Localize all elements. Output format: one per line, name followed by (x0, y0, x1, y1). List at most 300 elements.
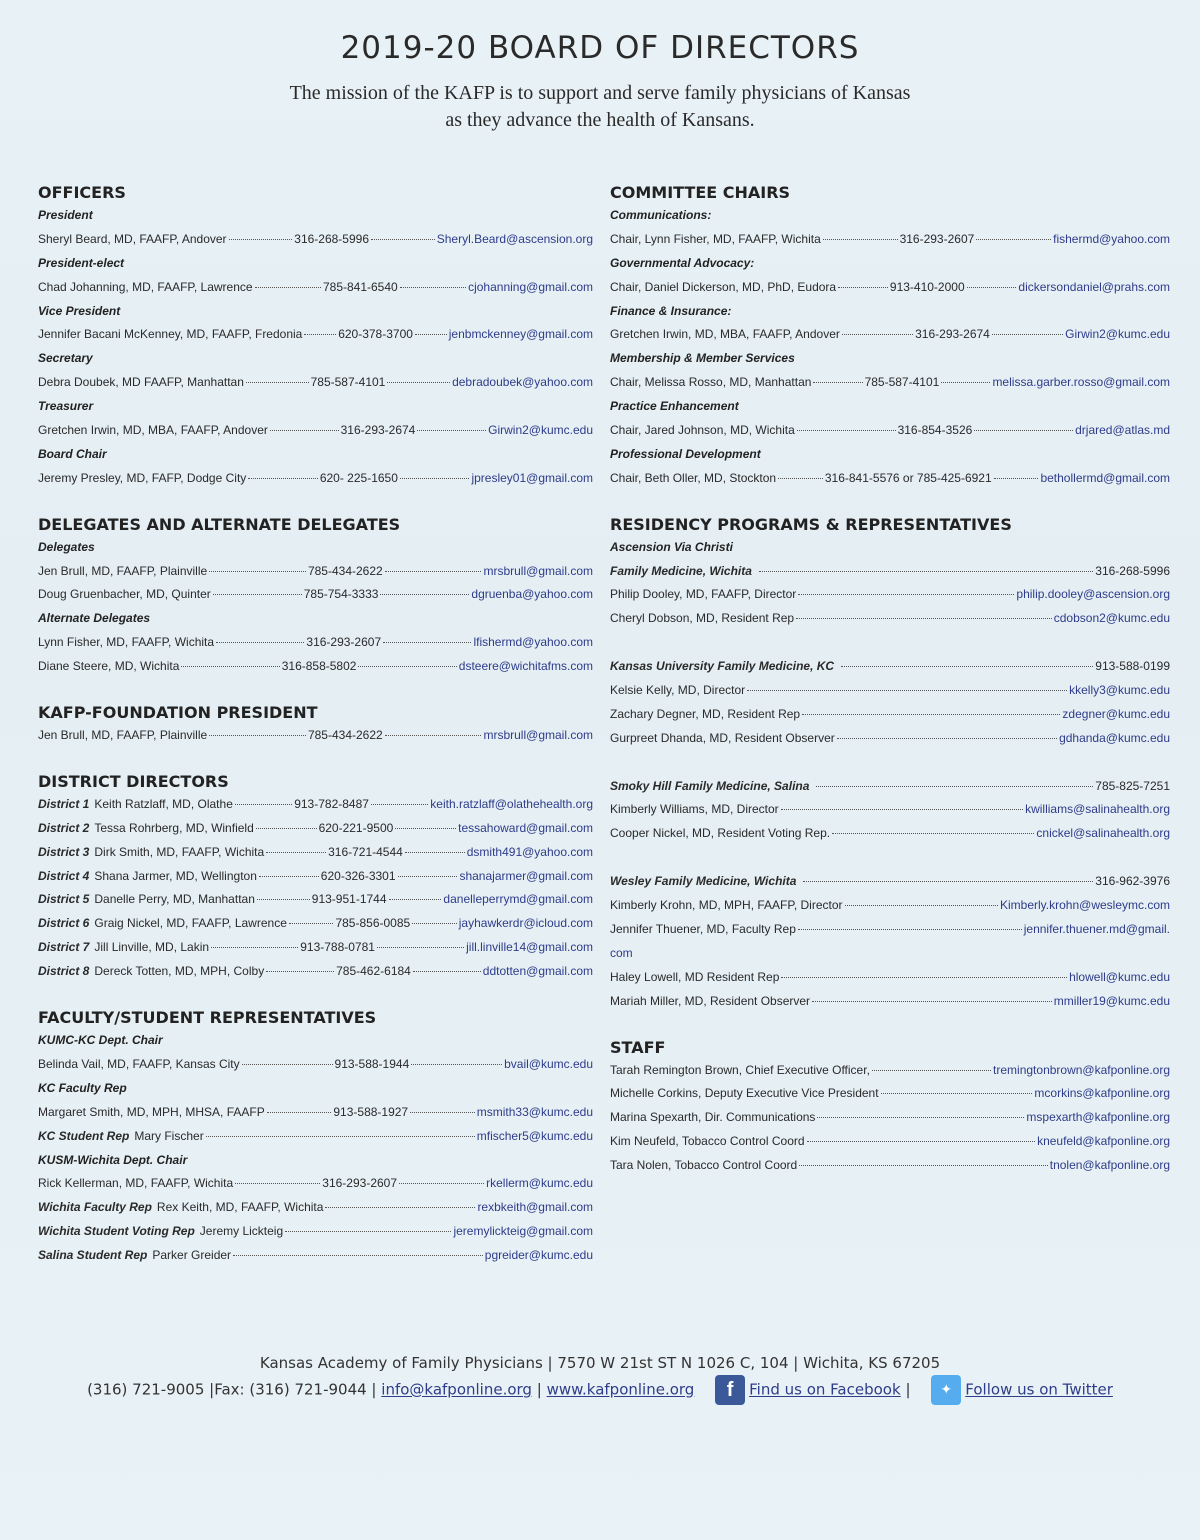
entry-name (610, 371, 811, 395)
email-link[interactable]: com (610, 945, 633, 960)
email-link[interactable]: shanajarmer@gmail.com (459, 868, 594, 883)
entry-name (610, 727, 835, 751)
email-link[interactable]: Girwin2@kumc.edu (488, 423, 593, 438)
dot-leader (267, 1112, 332, 1113)
entry-row (38, 817, 593, 841)
entry-name (610, 1154, 797, 1178)
email-link[interactable]: Girwin2@kumc.edu (1065, 327, 1170, 342)
entry-name (610, 1082, 879, 1106)
dot-leader (798, 594, 1014, 595)
dot-leader (798, 929, 1022, 930)
dot-leader (266, 852, 326, 853)
phone-number: 316-854-3526 (897, 423, 973, 438)
entry-label: KC Student Rep (38, 1128, 130, 1143)
dot-leader (974, 430, 1073, 431)
mission-line: as they advance the health of Kansans. (445, 109, 755, 131)
entry-row (610, 655, 1170, 679)
person-name: Danelle Perry, MD, Manhattan (94, 892, 255, 907)
person-name: Jennifer Bacani McKenney, MD, FAAFP, Fredonia (38, 327, 303, 342)
dot-leader (823, 239, 898, 240)
phone-number: 316-293-2607 (322, 1176, 398, 1191)
entry-row (610, 870, 1170, 894)
person-name: Chair, Jared Johnson, MD, Wichita (610, 423, 795, 438)
email-link[interactable]: dsteere@wichitafms.com (458, 659, 594, 674)
entry-row (610, 1130, 1170, 1154)
entry-row (610, 276, 1170, 300)
entry-label: District 4 (38, 868, 90, 883)
entry-row (38, 936, 593, 960)
entry-row (38, 228, 593, 252)
phone-number: 316-293-2674 (915, 327, 990, 342)
phone-number: 913-782-8487 (294, 796, 369, 811)
phone-number: 620-326-3301 (320, 868, 396, 883)
person-name: Keith Ratzlaff, MD, Olathe (94, 796, 233, 811)
spacer (610, 631, 1170, 655)
entry-name (610, 918, 796, 942)
entry-name (38, 276, 253, 300)
entry-row (610, 918, 1170, 942)
entry-row (38, 960, 593, 984)
role-heading: Finance & Insurance: (610, 303, 732, 318)
entry-name (38, 323, 302, 347)
email-link[interactable]: dickersondaniel@prahs.com (1018, 279, 1171, 294)
dot-leader (781, 977, 1067, 978)
person-name: Jennifer Thuener, MD, Faculty Rep (610, 921, 796, 936)
entry-name (38, 912, 287, 936)
person-name: Cheryl Dobson, MD, Resident Rep (610, 611, 795, 626)
person-name: Zachary Degner, MD, Resident Rep (610, 706, 801, 721)
section-title: RESIDENCY PROGRAMS & REPRESENTATIVES (610, 514, 1012, 534)
directory-section (38, 702, 593, 748)
email-link[interactable]: rkellerm@kumc.edu (486, 1176, 593, 1191)
phone-number: 785-434-2622 (307, 728, 383, 743)
dot-leader (358, 666, 456, 667)
entry-name (38, 467, 246, 491)
entry-row (38, 583, 593, 607)
entry-label: District 3 (38, 844, 90, 859)
role-heading: Alternate Delegates (38, 611, 151, 626)
entry-row (38, 655, 593, 679)
footer-email-link[interactable]: info@kafponline.org (381, 1380, 532, 1399)
email-link[interactable]: kwilliams@salinahealth.org (1025, 802, 1170, 817)
entry-row (610, 419, 1170, 443)
dot-leader (235, 804, 292, 805)
directory-section (610, 182, 1170, 491)
entry-name (610, 966, 779, 990)
section-title: KAFP-FOUNDATION PRESIDENT (38, 703, 318, 723)
entry-row (610, 1154, 1170, 1178)
phone-number: 316-268-5996 (1095, 563, 1170, 578)
role-heading: Vice President (38, 303, 121, 318)
dot-leader (385, 735, 482, 736)
email-link[interactable]: keith.ratzlaff@olathehealth.org (430, 796, 593, 811)
entry-label: District 1 (38, 796, 90, 811)
entry-row (610, 1106, 1170, 1130)
dot-leader (325, 1207, 475, 1208)
email-link[interactable]: tessahoward@gmail.com (458, 820, 594, 835)
entry-name (38, 865, 257, 889)
dot-leader (385, 571, 482, 572)
dot-leader (235, 1183, 320, 1184)
section-title: DISTRICT DIRECTORS (38, 771, 229, 791)
person-name: Jill Linville, MD, Lakin (94, 940, 210, 955)
entry-name (610, 560, 757, 584)
dot-leader (400, 478, 470, 479)
role-heading: Treasurer (38, 399, 94, 414)
phone-number: 316-858-5802 (281, 659, 357, 674)
entry-name (610, 419, 795, 443)
phone-number: 620-221-9500 (318, 820, 394, 835)
entry-row (38, 419, 593, 443)
footer-website-link[interactable]: www.kafponline.org (546, 1380, 695, 1399)
dot-leader (387, 382, 450, 383)
dot-leader (838, 287, 888, 288)
person-name: Kimberly Krohn, MD, MPH, FAAFP, Director (610, 898, 843, 913)
entry-row (610, 607, 1170, 631)
dot-leader (400, 287, 466, 288)
person-name: Margaret Smith, MD, MPH, MHSA, FAAFP (38, 1104, 265, 1119)
person-name: Marina Spexarth, Dir. Communications (610, 1110, 816, 1125)
email-link[interactable]: jenbmckenney@gmail.com (448, 327, 593, 342)
person-name: Parker Greider (152, 1248, 232, 1263)
dot-leader (881, 1093, 1033, 1094)
facebook-icon[interactable]: f (715, 1375, 745, 1405)
entry-name (38, 1053, 240, 1077)
dot-leader (233, 1255, 483, 1256)
email-link[interactable]: kkelly3@kumc.edu (1069, 683, 1170, 698)
person-name: Jeremy Lickteig (199, 1224, 284, 1239)
person-name: Lynn Fisher, MD, FAAFP, Wichita (38, 635, 215, 650)
person-name: Graig Nickel, MD, FAAFP, Lawrence (94, 916, 287, 931)
entry-label: District 6 (38, 916, 90, 931)
phone-number: 316-268-5996 (294, 231, 369, 246)
person-name: Debra Doubek, MD FAAFP, Manhattan (38, 375, 244, 390)
entry-name (610, 822, 830, 846)
dot-leader (417, 430, 486, 431)
person-name: Mary Fischer (134, 1128, 204, 1143)
role-heading: Governmental Advocacy: (610, 255, 755, 270)
entry-row (38, 841, 593, 865)
entry-name (610, 1130, 805, 1154)
role-heading: Communications: (610, 208, 712, 222)
entry-name (38, 228, 227, 252)
directory-section (38, 182, 593, 491)
entry-name (38, 583, 211, 607)
entry-label: Salina Student Rep (38, 1248, 148, 1263)
entry-row (610, 560, 1170, 584)
email-link[interactable]: mrsbrull@gmail.com (483, 563, 593, 578)
email-link[interactable]: tremingtonbrown@kafponline.org (993, 1062, 1170, 1077)
footer-phone-fax: (316) 721-9005 |Fax: (316) 721-9044 | (87, 1380, 377, 1399)
entry-row (38, 323, 593, 347)
person-name: Tessa Rohrberg, MD, Winfield (94, 820, 254, 835)
entry-label: District 8 (38, 964, 90, 979)
person-name: Philip Dooley, MD, FAAFP, Director (610, 587, 797, 602)
dot-leader (289, 923, 334, 924)
email-link[interactable]: lfishermd@yahoo.com (473, 635, 594, 650)
dot-leader (845, 905, 999, 906)
dot-leader (759, 571, 1093, 572)
email-link[interactable]: melissa.garber.rosso@gmail.com (992, 375, 1171, 390)
entry-name (38, 724, 207, 748)
entry-name (610, 679, 745, 703)
email-link[interactable]: fishermd@yahoo.com (1053, 231, 1171, 246)
phone-number: 785-434-2622 (307, 563, 383, 578)
entry-name (610, 1106, 815, 1130)
person-name: Tarah Remington Brown, Chief Executive Officer, (610, 1062, 870, 1077)
dot-leader (371, 804, 428, 805)
email-link[interactable]: rexbkeith@gmail.com (477, 1200, 593, 1215)
entry-row (38, 371, 593, 395)
email-link[interactable]: bethollermd@gmail.com (1040, 470, 1171, 485)
role-heading: KUMC-KC Dept. Chair (38, 1033, 163, 1048)
phone-number: 913-410-2000 (889, 279, 965, 294)
email-link[interactable]: jeremylickteig@gmail.com (453, 1224, 593, 1239)
person-name: Chair, Daniel Dickerson, MD, PhD, Eudora (610, 279, 837, 294)
email-link[interactable]: Kimberly.krohn@wesleymc.com (1000, 898, 1170, 913)
entry-row (38, 631, 593, 655)
entry-row (610, 894, 1170, 918)
person-name: Haley Lowell, MD Resident Rep (610, 969, 780, 984)
section-title: OFFICERS (38, 183, 126, 202)
email-link[interactable]: bvail@kumc.edu (504, 1056, 594, 1071)
dot-leader (781, 809, 1023, 810)
entry-label: Family Medicine, Wichita (610, 563, 752, 578)
dot-leader (304, 334, 336, 335)
phone-number: 913-788-0781 (300, 940, 375, 955)
dot-leader (380, 594, 469, 595)
entry-name (610, 775, 814, 799)
entry-name (38, 1220, 283, 1244)
dot-leader (994, 478, 1039, 479)
email-link[interactable]: gdhanda@kumc.edu (1059, 730, 1170, 745)
email-link[interactable]: kneufeld@kafponline.org (1037, 1134, 1170, 1149)
email-link[interactable]: ddtotten@gmail.com (482, 964, 593, 979)
email-link[interactable]: hlowell@kumc.edu (1069, 969, 1170, 984)
facebook-link[interactable]: Find us on Facebook (749, 1380, 901, 1399)
dot-leader (216, 642, 304, 643)
dot-leader (206, 1136, 475, 1137)
dot-leader (229, 239, 293, 240)
email-link[interactable]: tnolen@kafponline.org (1049, 1158, 1170, 1173)
entry-row (38, 888, 593, 912)
entry-label: Wichita Faculty Rep (38, 1200, 152, 1215)
entry-row (38, 912, 593, 936)
email-link[interactable]: debradoubek@yahoo.com (452, 375, 594, 390)
directory-section (38, 514, 593, 679)
dot-leader (242, 1064, 333, 1065)
email-link[interactable]: dsmith491@yahoo.com (466, 844, 593, 859)
entry-row (38, 793, 593, 817)
role-heading: KUSM-Wichita Dept. Chair (38, 1152, 188, 1167)
page-title: 2019-20 BOARD OF DIRECTORS (340, 30, 860, 66)
email-link[interactable]: msmith33@kumc.edu (476, 1104, 593, 1119)
entry-name (610, 323, 840, 347)
dot-leader (266, 971, 334, 972)
entry-row (38, 865, 593, 889)
email-link[interactable]: mmiller19@kumc.edu (1053, 993, 1170, 1008)
phone-number: 620- 225-1650 (319, 470, 398, 485)
phone-number: 785-462-6184 (336, 964, 411, 979)
entry-row (38, 724, 593, 748)
entry-row (38, 560, 593, 584)
dot-leader (941, 382, 990, 383)
dot-leader (842, 334, 913, 335)
person-name: Dirk Smith, MD, FAAFP, Wichita (94, 844, 265, 859)
entry-name (38, 960, 264, 984)
entry-name (610, 467, 776, 491)
person-name: Kelsie Kelly, MD, Director (610, 683, 746, 698)
dot-leader (841, 666, 1093, 667)
dot-leader (213, 594, 302, 595)
person-name: Rex Keith, MD, FAAFP, Wichita (156, 1200, 324, 1215)
person-name: Chad Johanning, MD, FAAFP, Lawrence (38, 279, 253, 294)
person-name: Jen Brull, MD, FAAFP, Plainville (38, 728, 208, 743)
dot-leader (778, 478, 823, 479)
dot-leader (802, 714, 1060, 715)
entry-label: Kansas University Family Medicine, KC (610, 659, 835, 674)
email-link[interactable]: cdobson2@kumc.edu (1053, 611, 1170, 626)
entry-row (610, 679, 1170, 703)
email-link[interactable]: drjared@atlas.md (1075, 423, 1170, 438)
role-heading: Board Chair (38, 446, 107, 461)
dot-leader (270, 430, 339, 431)
email-link[interactable]: jpresley01@gmail.com (471, 470, 593, 485)
email-link[interactable]: Sheryl.Beard@ascension.org (436, 231, 593, 246)
entry-name (38, 371, 244, 395)
role-heading: Secretary (38, 351, 93, 366)
role-heading: Ascension Via Christi (610, 539, 733, 554)
person-name: Belinda Vail, MD, FAAFP, Kansas City (38, 1056, 240, 1071)
entry-name (38, 631, 214, 655)
twitter-link[interactable]: Follow us on Twitter (965, 1380, 1113, 1399)
dot-leader (257, 899, 310, 900)
dot-leader (285, 1231, 451, 1232)
entry-row (610, 703, 1170, 727)
phone-number: 785-856-0085 (335, 916, 411, 931)
email-link[interactable]: philip.dooley@ascension.org (1016, 587, 1170, 602)
entry-row (610, 966, 1170, 990)
entry-label: District 5 (38, 892, 90, 907)
right-column (610, 182, 1170, 1178)
person-name: Chair, Lynn Fisher, MD, FAAFP, Wichita (610, 231, 821, 246)
dot-leader (807, 1141, 1036, 1142)
dot-leader (256, 828, 317, 829)
dot-leader (797, 430, 896, 431)
email-link[interactable]: mcorkins@kafponline.org (1034, 1086, 1170, 1101)
phone-number: 316-293-2607 (306, 635, 382, 650)
person-name: Gretchen Irwin, MD, MBA, FAAFP, Andover (38, 423, 268, 438)
mission-line: The mission of the KAFP is to support and serve family physicians of Kansas (289, 82, 911, 104)
email-link[interactable]: cjohanning@gmail.com (468, 279, 594, 294)
entry-row (38, 1101, 593, 1125)
dot-leader (410, 1112, 475, 1113)
email-link[interactable]: pgreider@kumc.edu (484, 1248, 593, 1263)
dot-leader (371, 239, 435, 240)
entry-name (610, 276, 836, 300)
dot-leader (412, 923, 457, 924)
phone-number: 316-293-2674 (340, 423, 416, 438)
dot-leader (803, 881, 1093, 882)
entry-row (610, 727, 1170, 751)
email-link[interactable]: mspexarth@kafponline.org (1026, 1110, 1170, 1125)
email-link[interactable]: zdegner@kumc.edu (1062, 706, 1170, 721)
entry-name (610, 1059, 870, 1083)
twitter-icon[interactable]: ✦ (931, 1375, 961, 1405)
person-name: Diane Steere, MD, Wichita (38, 659, 180, 674)
dot-leader (399, 1183, 484, 1184)
role-heading: Delegates (38, 539, 95, 554)
dot-leader (209, 735, 306, 736)
entry-row (610, 371, 1170, 395)
entry-row (610, 775, 1170, 799)
entry-row (38, 1053, 593, 1077)
footer-separator: | (536, 1380, 542, 1399)
email-link[interactable]: dgruenba@yahoo.com (471, 587, 593, 602)
email-link[interactable]: cnickel@salinahealth.org (1036, 826, 1170, 841)
dot-leader (211, 947, 298, 948)
phone-number: 620-378-3700 (338, 327, 413, 342)
person-name: Kim Neufeld, Tobacco Control Coord (610, 1134, 805, 1149)
email-link[interactable]: mfischer5@kumc.edu (476, 1128, 593, 1143)
email-link[interactable]: jennifer.thuener.md@gmail. (1023, 921, 1170, 936)
phone-number: 785-587-4101 (864, 375, 940, 390)
person-name: Jeremy Presley, MD, FAFP, Dodge City (38, 470, 247, 485)
section-title: STAFF (610, 1037, 666, 1057)
email-link[interactable]: danelleperrymd@gmail.com (443, 892, 593, 907)
email-link[interactable]: jayhawkerdr@icloud.com (458, 916, 593, 931)
phone-number: 316-962-3976 (1095, 874, 1170, 889)
dot-leader (976, 239, 1051, 240)
left-column (38, 182, 593, 1268)
dot-leader (398, 876, 458, 877)
entry-name (610, 655, 839, 679)
entry-continuation (610, 942, 1170, 966)
dot-leader (832, 833, 1034, 834)
dot-leader (246, 382, 309, 383)
entry-row (610, 467, 1170, 491)
dot-leader (837, 738, 1057, 739)
dot-leader (413, 971, 481, 972)
entry-label: District 7 (38, 940, 90, 955)
email-link[interactable]: jill.linville14@gmail.com (466, 940, 593, 955)
person-name: Jen Brull, MD, FAAFP, Plainville (38, 563, 208, 578)
entry-name (610, 703, 800, 727)
entry-label: Wesley Family Medicine, Wichita (610, 874, 797, 889)
entry-row (38, 1172, 593, 1196)
phone-number: 785-587-4101 (310, 375, 386, 390)
entry-name (38, 1172, 233, 1196)
phone-number: 785-825-7251 (1095, 778, 1170, 793)
entry-name (38, 936, 209, 960)
person-name: Mariah Miller, MD, Resident Observer (610, 993, 811, 1008)
phone-number: 316-841-5576 or 785-425-6921 (824, 470, 992, 485)
entry-row (610, 1059, 1170, 1083)
dot-leader (799, 1165, 1048, 1166)
phone-number: 316-721-4544 (328, 844, 403, 859)
dot-leader (377, 947, 464, 948)
person-name: Doug Gruenbacher, MD, Quinter (38, 587, 211, 602)
person-name: Kimberly Williams, MD, Director (610, 802, 779, 817)
person-name: Gretchen Irwin, MD, MBA, FAAFP, Andover (610, 327, 840, 342)
spacer (610, 751, 1170, 775)
entry-name (38, 817, 254, 841)
dot-leader (411, 1064, 502, 1065)
entry-name (38, 560, 207, 584)
email-link[interactable]: mrsbrull@gmail.com (483, 728, 593, 743)
person-name: Gurpreet Dhanda, MD, Resident Observer (610, 730, 835, 745)
dot-leader (796, 618, 1052, 619)
